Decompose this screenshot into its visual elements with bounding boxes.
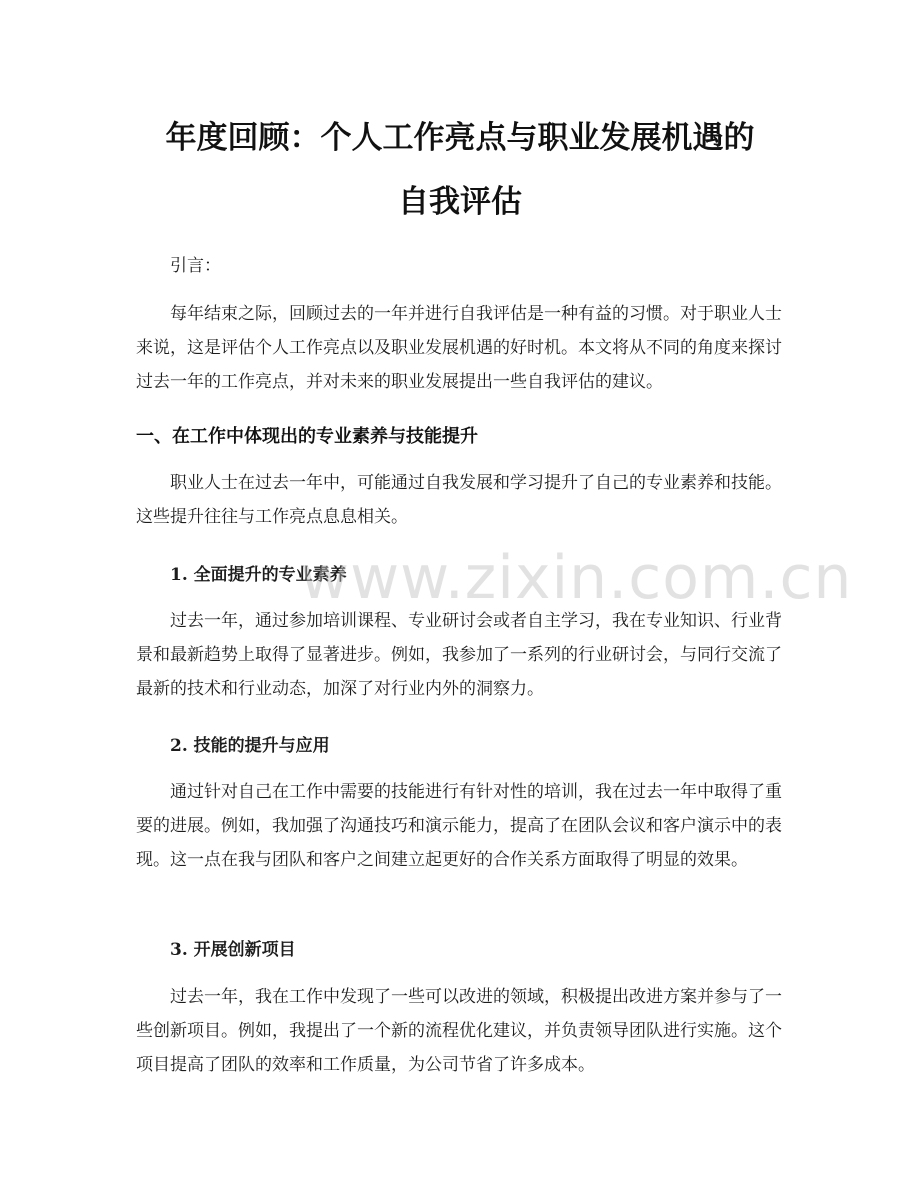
section-1-paragraph: 职业人士在过去一年中，可能通过自我发展和学习提升了自己的专业素养和技能。这些提升往往与工作亮点息息相关。: [136, 473, 782, 527]
document-title-line-2: 自我评估: [398, 184, 522, 220]
watermark: www.zixin.com.cn: [300, 543, 853, 613]
section-1-heading: 一、在工作中体现出的专业素养与技能提升: [136, 426, 478, 447]
item-3-paragraph: 过去一年，我在工作中发现了一些可以改进的领域，积极提出改进方案并参与了一些创新项目。例如，我提出了一个新的流程优化建议，并负责领导团队进行实施。这个项目提高了团队的效率和工作质量，为公司节省了许多成本。: [136, 987, 782, 1075]
item-1-paragraph: 过去一年，通过参加培训课程、专业研讨会或者自主学习，我在专业知识、行业背景和最新趋势上取得了显著进步。例如，我参加了一系列的行业研讨会，与同行交流了最新的技术和行业动态，加深了对行业内外的洞察力。: [136, 611, 782, 699]
item-1-heading: 1. 全面提升的专业素养: [170, 565, 347, 585]
intro-label: 引言：: [170, 256, 221, 276]
item-3-heading: 3. 开展创新项目: [170, 940, 296, 960]
item-2-paragraph: 通过针对自己在工作中需要的技能进行有针对性的培训，我在过去一年中取得了重要的进展。例如，我加强了沟通技巧和演示能力，提高了在团队会议和客户演示中的表现。这一点在我与团队和客户之间建立起更好的合作关系方面取得了明显的效果。: [136, 782, 782, 870]
intro-paragraph: 每年结束之际，回顾过去的一年并进行自我评估是一种有益的习惯。对于职业人士来说，这是评估个人工作亮点以及职业发展机遇的好时机。本文将从不同的角度来探讨过去一年的工作亮点，并对未来的职业发展提出一些自我评估的建议。: [136, 304, 782, 392]
document-title-line-1: 年度回顾：个人工作亮点与职业发展机遇的: [165, 120, 755, 156]
item-2-heading: 2. 技能的提升与应用: [170, 736, 330, 756]
